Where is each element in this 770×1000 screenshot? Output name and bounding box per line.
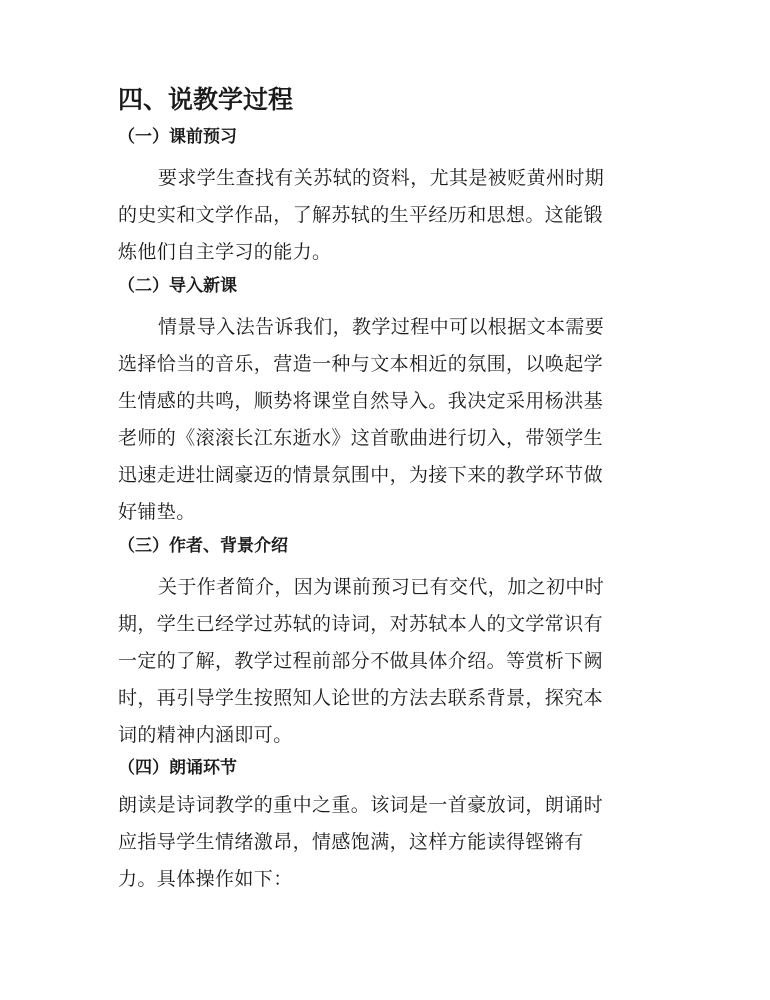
section-author-background [118,532,638,754]
paragraph-line: 应指导学生情绪激昂，情感饱满，这样方能读得铿锵有 [118,831,584,853]
paragraph-line: 迅速走进壮阔豪迈的情景氛围中，为接下来的教学环节做 [118,464,604,486]
section-lesson-introduction [118,272,638,531]
paragraph-line: 时，再引导学生按照知人论世的方法去联系背景，探究本 [118,687,604,709]
section-heading: （三）作者、背景介绍 [118,536,288,556]
paragraph-line: 情景导入法告诉我们，教学过程中可以根据文本需要 [158,316,605,338]
paragraph-line: 力。具体操作如下： [118,868,293,890]
section-paragraph [118,309,638,531]
paragraph-line: 的史实和文学作品，了解苏轼的生平经历和思想。这能锻 [118,204,604,226]
paragraph-line: 词的精神内涵即可。 [118,724,293,746]
paragraph-line: 期，学生已经学过苏轼的诗词，对苏轼本人的文学常识有 [118,613,604,635]
section-paragraph [118,160,638,271]
section-heading: （二）导入新课 [118,276,237,296]
section-paragraph [118,787,638,898]
paragraph-line: 关于作者简介，因为课前预习已有交代，加之初中时 [158,576,605,598]
paragraph-line: 选择恰当的音乐，营造一种与文本相近的氛围，以唤起学 [118,353,604,375]
section-recitation [118,754,638,898]
paragraph-line: 要求学生查找有关苏轼的资料，尤其是被贬黄州时期 [158,167,605,189]
paragraph-line: 生情感的共鸣，顺势将课堂自然导入。我决定采用杨洪基 [118,390,604,412]
section-heading: （四）朗诵环节 [118,758,237,778]
paragraph-line: 一定的了解，教学过程前部分不做具体介绍。等赏析下阙 [118,650,604,672]
paragraph-line: 炼他们自主学习的能力。 [118,241,332,263]
paragraph-line: 老师的《滚滚长江东逝水》这首歌曲进行切入，带领学生 [118,427,604,449]
section-pre-class-preview [118,123,638,271]
section-paragraph [118,569,638,754]
section-heading: （一）课前预习 [118,127,237,147]
paragraph-line: 朗读是诗词教学的重中之重。该词是一首豪放词，朗诵时 [118,794,604,816]
paragraph-line: 好铺垫。 [118,501,196,523]
page-title: 四、说教学过程 [118,85,294,114]
